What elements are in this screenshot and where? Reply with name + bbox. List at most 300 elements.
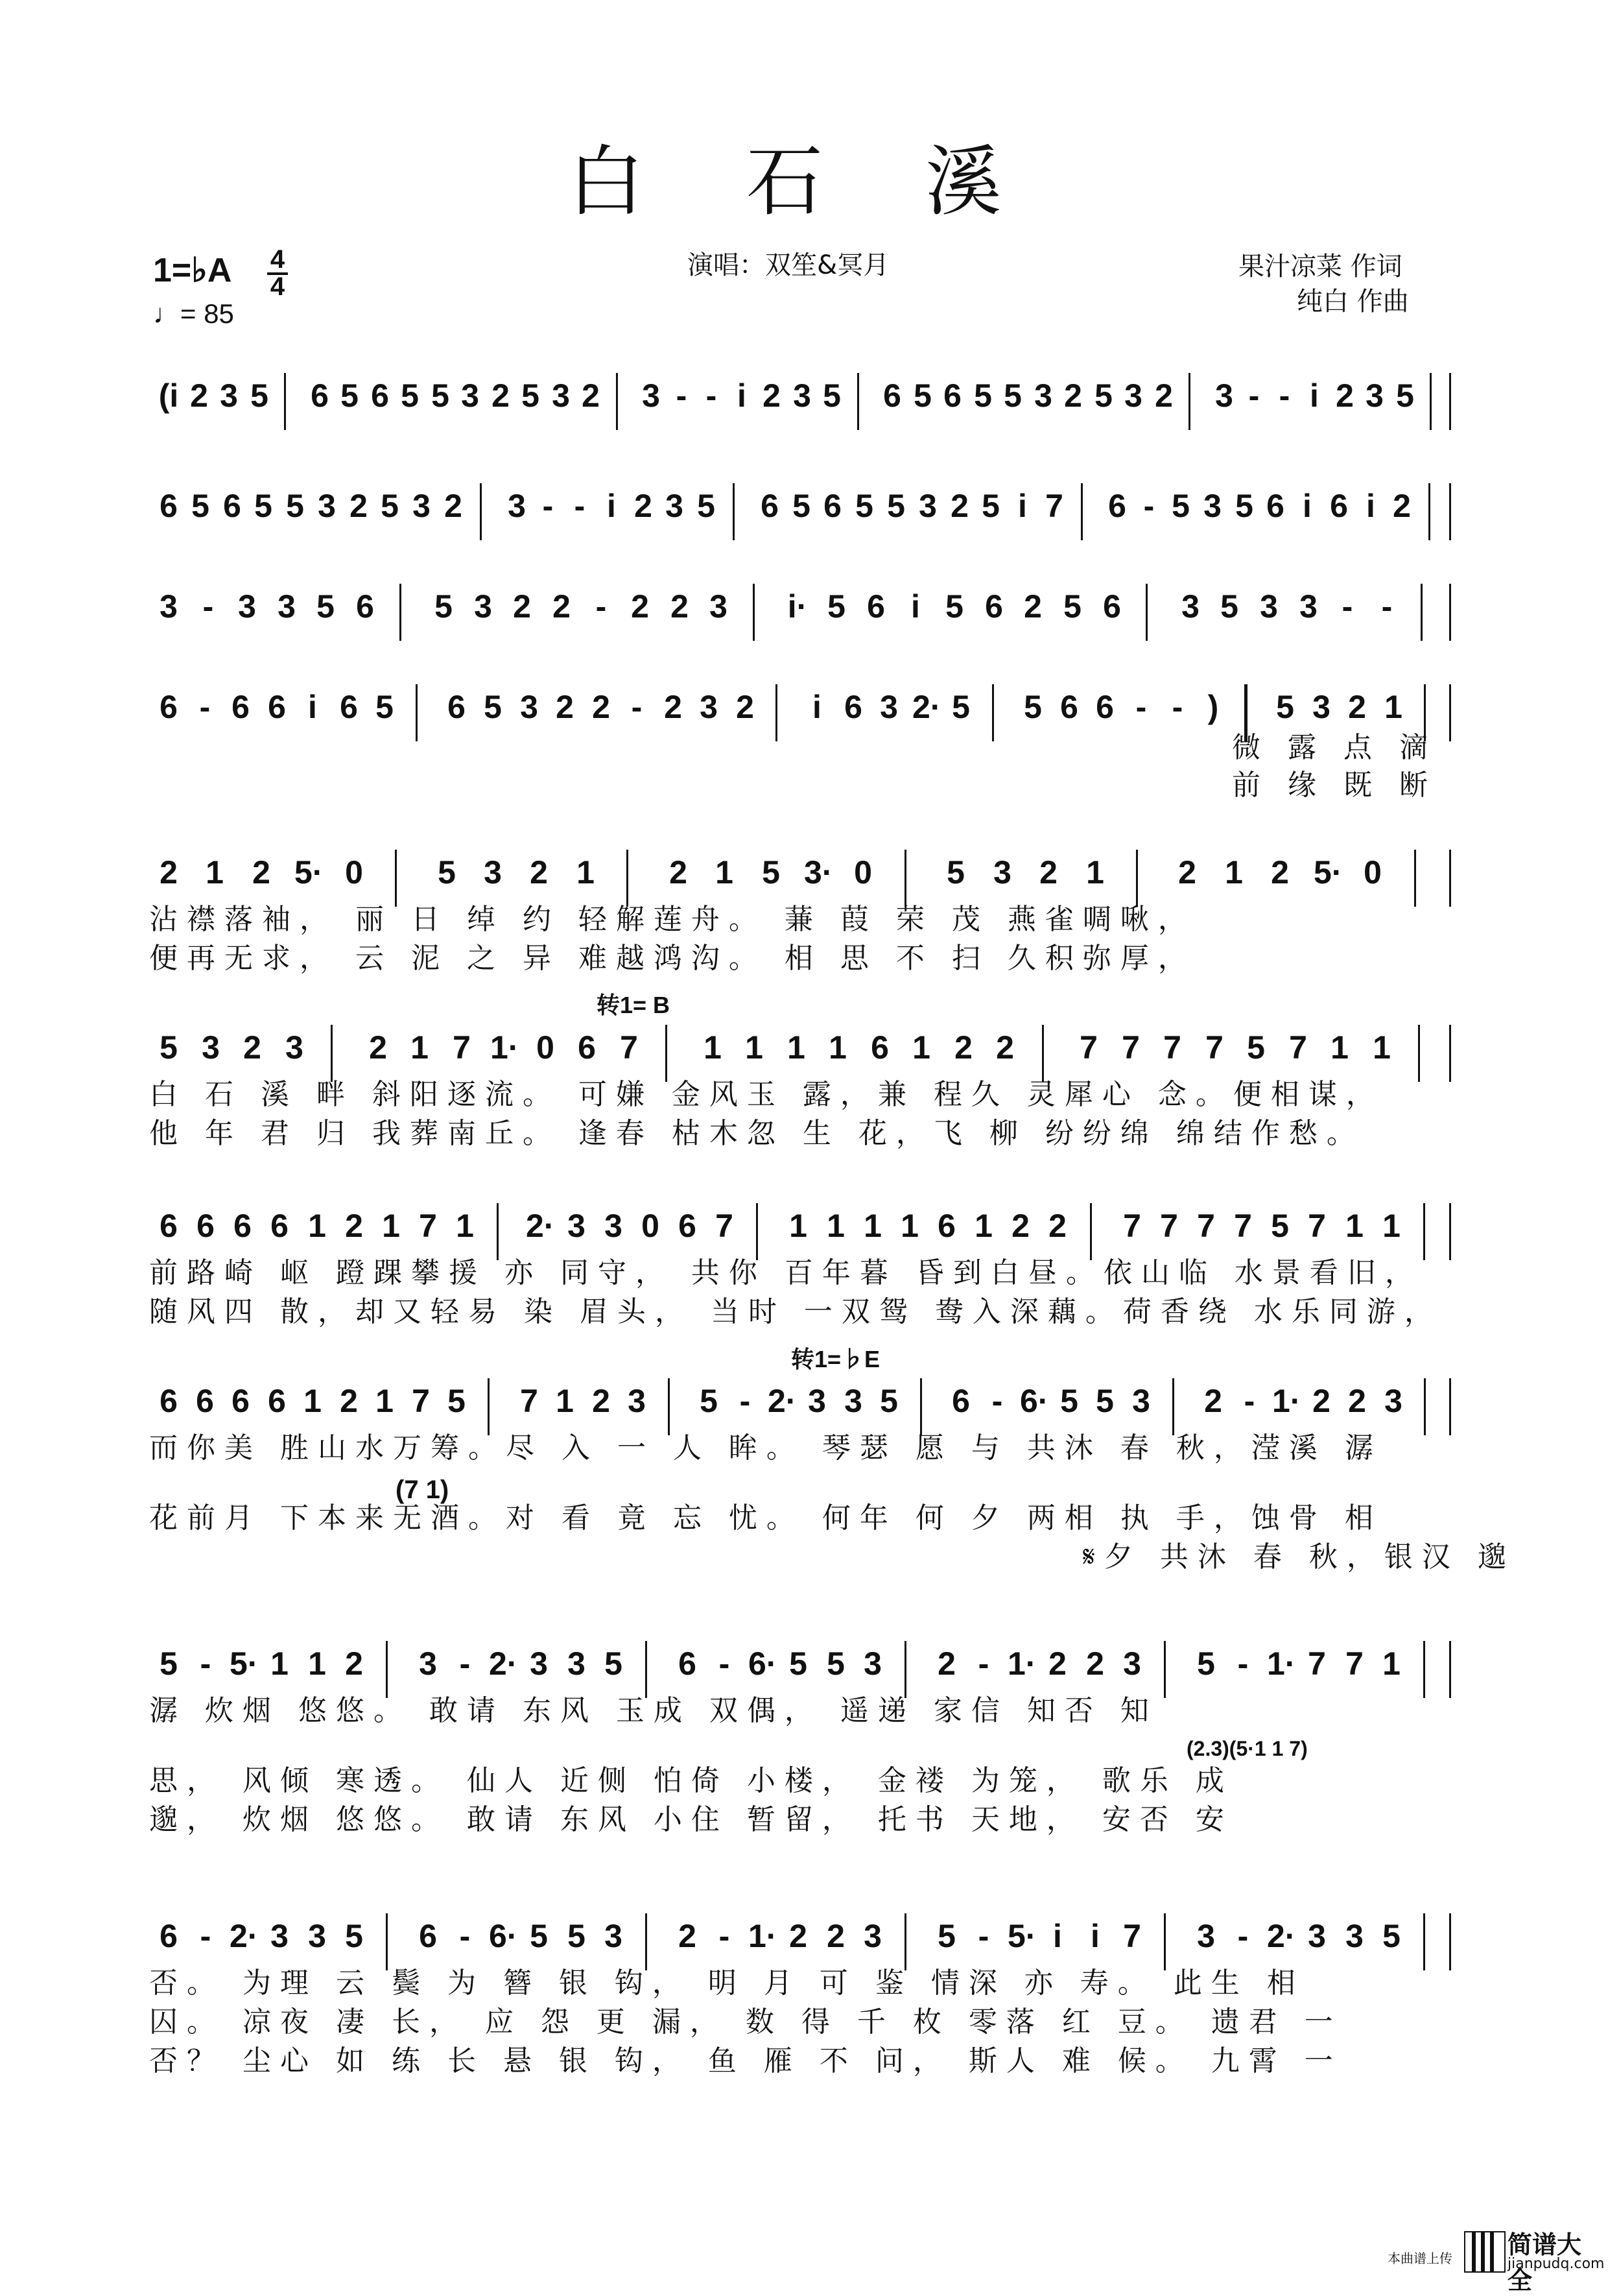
note: 1 xyxy=(1345,1208,1364,1244)
note: 5 xyxy=(1024,689,1042,725)
note: 5 xyxy=(1220,588,1238,625)
note: 3 xyxy=(709,588,727,625)
note: 5 xyxy=(567,1918,585,1954)
note: 6 xyxy=(311,377,329,414)
note: 3 xyxy=(808,1383,826,1419)
note: - xyxy=(199,689,211,725)
note: 5 xyxy=(823,377,841,414)
note: 1 xyxy=(1382,1208,1401,1244)
composer-credit: 纯白 作曲 xyxy=(1297,287,1409,317)
bar-line xyxy=(1042,1025,1044,1082)
note: 2 xyxy=(345,1208,363,1244)
note: 6 xyxy=(578,1029,596,1066)
note: 6 xyxy=(268,1383,286,1419)
note: 6 xyxy=(160,488,178,524)
bar-line xyxy=(1449,483,1451,540)
note: 2 xyxy=(349,488,368,524)
note-row xyxy=(149,1641,1452,1693)
note: 5 xyxy=(1382,1918,1401,1954)
note: 6· xyxy=(1020,1383,1049,1419)
note: 1 xyxy=(556,1383,574,1419)
note: 6 xyxy=(678,1645,696,1682)
note: 7 xyxy=(453,1029,471,1066)
note: 6 xyxy=(1108,488,1126,524)
note: 6 xyxy=(1330,488,1348,524)
note: 5 xyxy=(1276,689,1294,725)
note: 2 xyxy=(669,854,687,891)
bar-line xyxy=(1423,1203,1425,1260)
note: 5 xyxy=(160,1645,178,1682)
note: - xyxy=(1381,588,1393,625)
note: - xyxy=(1237,1645,1249,1682)
note: 5 xyxy=(938,1918,956,1954)
note: 5 xyxy=(316,588,335,625)
note: - xyxy=(459,1918,471,1954)
note: 7 xyxy=(1163,1029,1181,1066)
modulation-mark: 转1= B xyxy=(597,992,670,1018)
note: - xyxy=(202,588,214,625)
note: 7 xyxy=(715,1208,733,1244)
bar-line xyxy=(1164,1641,1166,1698)
note: 6 xyxy=(761,488,779,524)
note: 3 xyxy=(1308,1918,1326,1954)
note: 5 xyxy=(604,1645,622,1682)
bar-line xyxy=(1449,1913,1451,1970)
note: 1 xyxy=(1382,1645,1401,1682)
lyric-line: 思， 风倾 寒透。 仙人 近侧 怕倚 小楼， 金褛 为笼， 歌乐 成 xyxy=(149,1764,1233,1797)
note: 7 xyxy=(1045,488,1063,524)
note: 5 xyxy=(974,377,992,414)
note: 2 xyxy=(1204,1383,1222,1419)
note: 5· xyxy=(1314,854,1343,891)
note: 5 xyxy=(947,854,965,891)
bar-line xyxy=(1449,1378,1451,1435)
note: 6 xyxy=(883,377,901,414)
note: i· xyxy=(787,588,808,625)
note: 7 xyxy=(520,1383,538,1419)
note: 2· xyxy=(768,1383,797,1419)
note: - xyxy=(978,1918,989,1954)
note: 3 xyxy=(793,377,811,414)
note: 2 xyxy=(592,1383,610,1419)
note: 7 xyxy=(620,1029,638,1066)
note: 3 xyxy=(419,1645,437,1682)
note: 6 xyxy=(160,1918,178,1954)
note: 3 xyxy=(308,1918,326,1954)
upload-note: 本曲谱上传 xyxy=(1388,2251,1452,2266)
note: - xyxy=(1248,377,1260,414)
bar-line xyxy=(395,850,397,907)
lyric-line: 白 石 溪 畔 斜阳逐流。 可嫌 金风玉 露，兼 程久 灵犀心 念。便相谋， xyxy=(149,1078,1384,1111)
note: - xyxy=(1244,1383,1255,1419)
note-row xyxy=(149,584,1452,636)
note: 6 xyxy=(268,689,286,725)
bar-line xyxy=(626,850,628,907)
note: i xyxy=(737,377,746,414)
note: 3 xyxy=(642,377,660,414)
note: i xyxy=(308,689,317,725)
bar-line xyxy=(857,373,859,430)
lyric-line: 而你美 胜山水万筹。尽 入 一 人 眸。 琴瑟 愿 与 共沐 春 秋，滢溪 潺 xyxy=(149,1431,1382,1465)
note: 3 xyxy=(1034,377,1052,414)
note: 1 xyxy=(308,1208,326,1244)
note: i xyxy=(911,588,920,625)
note: 6 xyxy=(1266,488,1284,524)
bar-line xyxy=(1188,373,1190,430)
note: 5 xyxy=(982,488,1000,524)
note: 6 xyxy=(160,1383,178,1419)
note: 3 xyxy=(919,488,937,524)
note: 3 xyxy=(1260,588,1278,625)
note: 1 xyxy=(901,1208,919,1244)
note: - xyxy=(739,1383,751,1419)
bar-line xyxy=(1449,850,1451,907)
time-top: 4 xyxy=(270,245,285,274)
note: 7 xyxy=(412,1383,430,1419)
note: 3 xyxy=(508,488,526,524)
note: - xyxy=(1135,689,1147,725)
note: 5 xyxy=(789,1645,807,1682)
note: 0 xyxy=(854,854,872,891)
note: 6 xyxy=(419,1918,437,1954)
note: - xyxy=(978,1645,989,1682)
bar-line xyxy=(488,1378,490,1435)
note: 1 xyxy=(715,854,733,891)
note: - xyxy=(200,1645,211,1682)
note: 5 xyxy=(1247,1029,1265,1066)
bar-line xyxy=(645,1913,647,1970)
note: 1 xyxy=(270,1645,289,1682)
note: i xyxy=(812,689,822,725)
note: 2· xyxy=(526,1208,555,1244)
note: 2 xyxy=(678,1918,696,1954)
bar-line xyxy=(1449,373,1451,430)
note: 2· xyxy=(912,689,941,725)
note: 5 xyxy=(914,377,932,414)
lyric-line: 沾襟落袖， 丽 日 绰 约 轻解莲舟。 蒹 葭 荣 茂 燕雀啁啾， xyxy=(149,903,1196,936)
note: 5 xyxy=(855,488,873,524)
note-row xyxy=(149,850,1452,902)
note: 2· xyxy=(1267,1918,1296,1954)
time-signature xyxy=(265,245,290,301)
note: 6 xyxy=(943,377,962,414)
note: 2 xyxy=(556,689,574,725)
note: 2 xyxy=(827,1918,845,1954)
note: 1· xyxy=(1267,1645,1296,1682)
key-signature xyxy=(153,254,231,289)
note: 7 xyxy=(1308,1208,1326,1244)
note: 3 xyxy=(1132,1383,1150,1419)
note: 1 xyxy=(456,1208,474,1244)
note: 2 xyxy=(1178,854,1196,891)
lyric-line: 否。 为理 云 鬓 为 簪 银 钩， 明 月 可 鉴 情深 亦 寿。 此生 相 xyxy=(149,1967,1305,2000)
note: 5 xyxy=(438,854,456,891)
note: 7 xyxy=(1123,1918,1141,1954)
bar-line xyxy=(992,684,994,741)
note: 1 xyxy=(375,1383,394,1419)
note: 1 xyxy=(308,1645,326,1682)
note: 2 xyxy=(160,854,178,891)
note: 6 xyxy=(233,1208,252,1244)
bar-line xyxy=(920,1378,922,1435)
brand-name: 简谱大全 xyxy=(1508,2230,1582,2295)
bar-line xyxy=(616,373,618,430)
note: 1 xyxy=(912,1029,930,1066)
note: 6 xyxy=(938,1208,956,1244)
note: 2 xyxy=(1011,1208,1030,1244)
note: - xyxy=(1172,689,1183,725)
note: 3 xyxy=(1181,588,1200,625)
note: 6 xyxy=(223,488,241,524)
note: 0 xyxy=(536,1029,554,1066)
bar-line xyxy=(645,1641,647,1698)
note: 5 xyxy=(700,1383,718,1419)
note: 2 xyxy=(592,689,610,725)
note: 2 xyxy=(1348,689,1366,725)
note: 6 xyxy=(196,1383,214,1419)
lyric-line: 潺 炊烟 悠悠。 敢请 东风 玉成 双偶， 遥递 家信 知否 知 xyxy=(149,1694,1158,1727)
note: - xyxy=(705,377,717,414)
modulation-mark: 转1=♭E xyxy=(791,1346,881,1372)
note: 7 xyxy=(419,1208,437,1244)
bar-line xyxy=(1081,483,1083,540)
note: 2 xyxy=(631,588,649,625)
note: 5 xyxy=(1096,1383,1114,1419)
note: 1 xyxy=(1086,854,1104,891)
note: 5 xyxy=(1271,1208,1289,1244)
note: 2 xyxy=(444,488,462,524)
bar-line xyxy=(399,584,401,641)
bar-line xyxy=(1428,483,1430,540)
note: 2 xyxy=(789,1918,807,1954)
note: 3 xyxy=(474,588,492,625)
note: 6 xyxy=(447,689,466,725)
bar-line xyxy=(668,1378,670,1435)
note: 6 xyxy=(985,588,1003,625)
note: 2 xyxy=(340,1383,358,1419)
note: 7 xyxy=(1160,1208,1178,1244)
note: i xyxy=(1018,488,1027,524)
note: 5 xyxy=(952,689,970,725)
bar-line xyxy=(905,1913,906,1970)
note: 3 xyxy=(412,488,431,524)
bar-line xyxy=(1418,1025,1420,1082)
note: i xyxy=(1366,488,1375,524)
note: - xyxy=(542,488,554,524)
note: 2 xyxy=(938,1645,956,1682)
note: 3 xyxy=(520,689,538,725)
note: 6 xyxy=(196,1208,215,1244)
note: 5 xyxy=(254,488,272,524)
note: 3 xyxy=(567,1645,585,1682)
note: 1· xyxy=(748,1918,777,1954)
note: 3 xyxy=(278,588,296,625)
bar-line xyxy=(665,1025,667,1082)
note: 5 xyxy=(827,588,845,625)
bar-line xyxy=(386,1641,388,1698)
note: 5 xyxy=(434,588,453,625)
note: 2 xyxy=(1039,854,1058,891)
note: 5 xyxy=(345,1918,363,1954)
bar-line xyxy=(386,1913,388,1970)
note: 1 xyxy=(789,1208,807,1244)
note: 6 xyxy=(356,588,374,625)
note: 1 xyxy=(206,854,224,891)
note: 1· xyxy=(1008,1645,1037,1682)
lyric-line: 前 缘 既 断 xyxy=(1232,769,1437,802)
note-row xyxy=(149,684,1452,736)
note: 3 xyxy=(318,488,336,524)
note-row xyxy=(149,1913,1452,1965)
note: 0 xyxy=(641,1208,659,1244)
bar-line xyxy=(480,483,482,540)
note: 5 xyxy=(887,488,905,524)
note: ) xyxy=(1207,689,1219,725)
lyric-line: 囚。 凉夜 凄 长， 应 怨 更 漏， 数 得 千 枚 零落 红 豆。 遗君 一 xyxy=(149,2005,1342,2039)
note: - xyxy=(200,1918,211,1954)
note: i xyxy=(607,488,616,524)
lyric-line: 他 年 君 归 我葬南丘。 逢春 枯木忽 生 花，飞 柳 纷纷绵 绵结作愁。 xyxy=(149,1117,1364,1150)
tempo-mark: ♩= 85 xyxy=(153,298,234,329)
note: 3 xyxy=(530,1645,548,1682)
note: 1 xyxy=(829,1029,847,1066)
note: 7 xyxy=(1205,1029,1224,1066)
lyric-line: 否？ 尘心 如 练 长 悬 银 钩， 鱼 雁 不 问， 斯人 难 候。 九霄 一 xyxy=(149,2044,1342,2077)
note: 1 xyxy=(975,1208,993,1244)
note: 3 xyxy=(484,854,502,891)
note: 1· xyxy=(490,1029,519,1066)
note: 1 xyxy=(827,1208,845,1244)
note: 5 xyxy=(530,1918,548,1954)
note: 3 xyxy=(880,689,898,725)
note: 2 xyxy=(664,689,682,725)
lyric-line: 微 露 点 滴 xyxy=(1232,731,1437,764)
note-row xyxy=(149,483,1452,535)
note: 3 xyxy=(604,1208,622,1244)
bar-line xyxy=(733,483,735,540)
note: 2 xyxy=(1393,488,1411,524)
brand-url: jianpudq.com xyxy=(1508,2256,1605,2272)
note: 1 xyxy=(303,1383,322,1419)
note: 6 xyxy=(231,1383,250,1419)
bar-line xyxy=(1146,584,1148,641)
note: 3 xyxy=(993,854,1011,891)
note: - xyxy=(631,689,643,725)
note: 3 xyxy=(1345,1918,1364,1954)
note: 7 xyxy=(1197,1208,1215,1244)
note-row xyxy=(149,1025,1452,1077)
note: 1 xyxy=(864,1208,882,1244)
note: 7 xyxy=(1122,1029,1140,1066)
note: 6· xyxy=(748,1645,777,1682)
note: i xyxy=(1091,1918,1100,1954)
note: 2 xyxy=(1312,1383,1330,1419)
bar-line xyxy=(905,1641,906,1698)
note: 2 xyxy=(1024,588,1042,625)
note: 2 xyxy=(252,854,270,891)
note: 3 xyxy=(567,1208,585,1244)
note: 3 xyxy=(700,689,718,725)
note: 5 xyxy=(880,1383,898,1419)
note: 5· xyxy=(1008,1918,1037,1954)
note: 1 xyxy=(1330,1029,1349,1066)
note: - xyxy=(1342,588,1353,625)
note: 2 xyxy=(1048,1645,1067,1682)
note: 2 xyxy=(345,1645,363,1682)
note: 3 xyxy=(1197,1918,1215,1954)
note: 6 xyxy=(952,1383,970,1419)
note: 3 xyxy=(238,588,256,625)
note: 2 xyxy=(190,377,208,414)
song-title: 白 石 溪 xyxy=(567,137,1041,226)
note: - xyxy=(1237,1918,1249,1954)
bar-line xyxy=(1414,850,1416,907)
inline-parenthetical: (7 1) xyxy=(396,1476,449,1504)
bar-line xyxy=(753,584,755,641)
bar-line xyxy=(1449,1025,1451,1082)
note: 2 xyxy=(552,588,571,625)
note: - xyxy=(676,377,687,414)
note: 3 xyxy=(1384,1383,1402,1419)
note: 2 xyxy=(1086,1645,1104,1682)
note: 7 xyxy=(1345,1645,1364,1682)
note: 1 xyxy=(576,854,595,891)
note: 2 xyxy=(1155,377,1173,414)
note: 3 xyxy=(604,1918,622,1954)
note: 6 xyxy=(340,689,358,725)
note: 2 xyxy=(1348,1383,1366,1419)
note: 3 xyxy=(552,377,570,414)
bar-line xyxy=(1421,584,1423,641)
note: 5 xyxy=(827,1645,845,1682)
note: 5 xyxy=(375,689,394,725)
note: 2 xyxy=(1271,854,1289,891)
bar-line xyxy=(775,684,777,741)
bar-line xyxy=(284,373,286,430)
bar-line xyxy=(1430,373,1432,430)
note: 3 xyxy=(1366,377,1384,414)
note: 5 xyxy=(521,377,539,414)
note: 2 xyxy=(1336,377,1354,414)
lyric-line: 花前月 下本来无酒。对 看 竟 忘 忧。 何年 何 夕 两相 执 手，蚀骨 相 xyxy=(149,1501,1382,1535)
note: 3 xyxy=(1124,377,1142,414)
note: 6 xyxy=(844,689,862,725)
bar-line xyxy=(905,850,906,907)
note: 3 xyxy=(220,377,238,414)
note: 2 xyxy=(763,377,781,414)
note: 2 xyxy=(369,1029,387,1066)
note: 6 xyxy=(1103,588,1121,625)
note: 5 xyxy=(1004,377,1022,414)
note: 1 xyxy=(410,1029,429,1066)
note: 5· xyxy=(294,854,324,891)
note: 2 xyxy=(954,1029,973,1066)
bar-line xyxy=(756,1203,758,1260)
bar-line xyxy=(331,1025,333,1082)
piano-logo-icon xyxy=(1464,2231,1506,2273)
footer-brand xyxy=(1388,2217,1605,2295)
note: 5 xyxy=(1396,377,1414,414)
note: 3 xyxy=(1299,588,1318,625)
time-bottom: 4 xyxy=(270,272,285,301)
bar-line xyxy=(416,684,418,741)
note: 3· xyxy=(804,854,833,891)
bar-line xyxy=(1423,1913,1425,1970)
note: 3 xyxy=(864,1645,882,1682)
note: 3 xyxy=(1123,1645,1141,1682)
lyric-line: 邈， 炊烟 悠悠。 敢请 东风 小住 暂留， 托书 天地， 安否 安 xyxy=(149,1803,1233,1836)
note: 3 xyxy=(628,1383,646,1419)
